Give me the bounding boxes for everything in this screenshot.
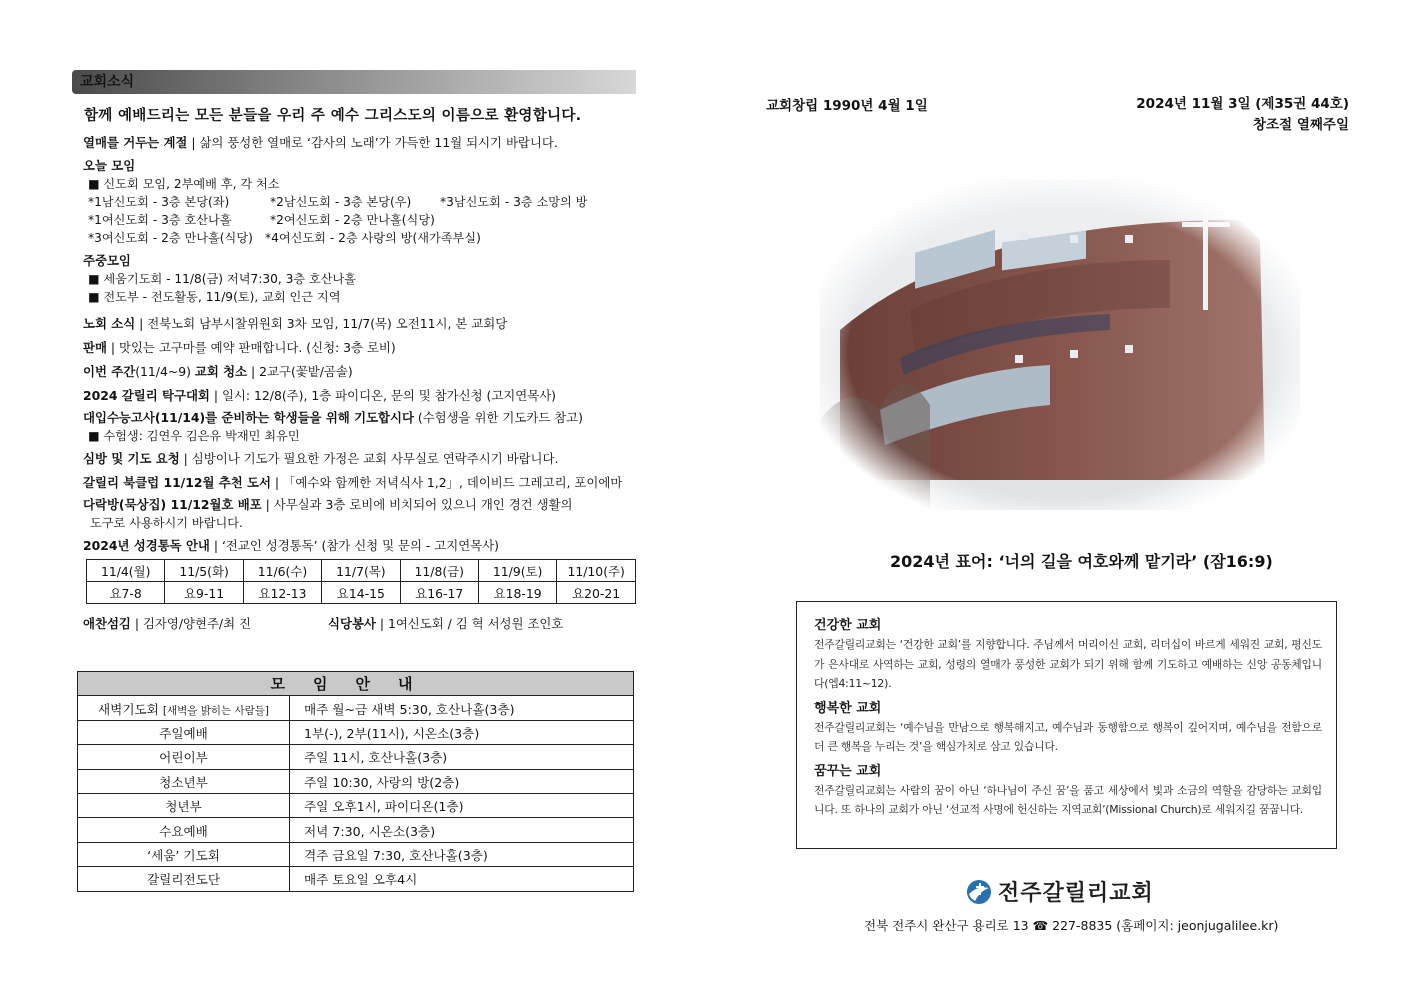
church-building-photo	[820, 180, 1300, 510]
bible-reading-table	[86, 559, 636, 604]
meeting-name: 청년부	[78, 793, 290, 817]
kitchen-heading: 식당봉사	[328, 616, 376, 631]
sale-text: | 맛있는 고구마를 예약 판매합니다. (신청: 3층 로비)	[106, 340, 396, 355]
women-group-4: *4여신도회 - 2층 사랑의 방(새가족부실)	[265, 231, 481, 245]
exam-students: ■ 수험생: 김연우 김은유 박재민 최유민	[88, 429, 300, 443]
meeting-detail: 격주 금요일 7:30, 호산나홀(3층)	[290, 842, 634, 866]
bible-reading: 요18-19	[478, 582, 556, 604]
women-group-3: *3여신도회 - 2층 만나홀(식당)	[88, 231, 253, 245]
exam-heading: 대입수능고사(11/14)를 준비하는 학생들을 위해 기도합시다	[83, 410, 414, 425]
bible-reading: 요12-13	[243, 582, 321, 604]
church-address: 전북 전주시 완산구 용리로 13 ☎ 227-8835 (홈페이지: jeonjugalilee.kr)	[864, 918, 1279, 933]
church-logo	[966, 876, 1154, 907]
issue-line: 2024년 11월 3일 (제35권 44호)	[1136, 96, 1349, 112]
meeting-detail: 저녁 7:30, 시온소(3층)	[290, 818, 634, 842]
church-news-column	[72, 70, 636, 632]
meeting-detail: 1부(-), 2부(11시), 시온소(3층)	[290, 720, 634, 744]
women-group-2: *2여신도회 - 2층 만나홀(식당)	[270, 213, 435, 227]
meeting-guide-table	[77, 671, 634, 892]
bible-date: 11/9(토)	[478, 560, 556, 582]
table-tennis-text: | 일시: 12/8(주), 1층 파이디온, 문의 및 참가신청 (고지연목사)	[209, 388, 557, 403]
founding-date: 교회창립 1990년 4월 1일	[766, 98, 928, 114]
bible-date: 11/7(목)	[322, 560, 400, 582]
section-title: 교회소식	[72, 70, 636, 94]
table-tennis-heading: 2024 갈릴리 탁구대회	[83, 388, 210, 403]
visit-notice	[83, 450, 636, 468]
meeting-row	[78, 842, 634, 866]
welcome-message: 함께 예배드리는 모든 분들을 우리 주 예수 그리스도의 이름으로 환영합니다.	[84, 108, 582, 124]
season-notice	[83, 134, 636, 152]
bible-reading: 요20-21	[557, 582, 636, 604]
cleaning-text: | 2교구(꽃밭/곰솔)	[247, 364, 353, 379]
weekday-heading: 주중모임	[83, 253, 131, 268]
service-volunteers	[83, 614, 636, 632]
bible-reading: 요14-15	[322, 582, 400, 604]
presbytery-text: | 전북노회 남부시찰위원회 3차 모임, 11/7(목) 오전11시, 본 교회당	[135, 316, 508, 331]
meeting-row	[78, 867, 634, 891]
bookclub-text: | 「예수와 함께한 저녁식사 1,2」, 데이비드 그레고리, 포이에마	[270, 475, 623, 490]
kitchen-service	[328, 614, 563, 632]
meeting-row	[78, 793, 634, 817]
cleaning-heading-2: 교회 청소	[194, 364, 248, 379]
cleaning-heading-1: 이번 주간	[83, 364, 136, 379]
visit-text: | 심방이나 기도가 필요한 가정은 교회 사무실로 연락주시기 바랍니다.	[179, 451, 559, 466]
vision-text-dreaming: 전주갈릴리교회는 사람의 꿈이 아닌 ‘하나님이 주신 꿈’을 품고 세상에서 빛과 소금의 역할을 감당하는 교회입니다. 또 하나의 교회가 아닌 ‘선교적 사명에 헌신하는 지역교회’(Missional Church)로 세워지길 꿈꿉니다.	[814, 783, 1322, 816]
today-heading: 오늘 모임	[83, 158, 136, 173]
bible-reading-row	[87, 582, 636, 604]
daraksbang-line-2: 도구로 사용하시기 바랍니다.	[90, 516, 243, 530]
vision-heading-happy: 행복한 교회	[814, 700, 882, 716]
meeting-row	[78, 745, 634, 769]
bible-date: 11/5(화)	[165, 560, 243, 582]
church-vision-box	[796, 601, 1337, 849]
bible-reading: 요9-11	[165, 582, 243, 604]
meeting-row	[78, 769, 634, 793]
meeting-name-text: 새벽기도회	[98, 701, 163, 717]
daraksbang-notice	[83, 496, 636, 532]
vision-heading-healthy: 건강한 교회	[814, 618, 882, 633]
cleaning-notice	[83, 363, 636, 381]
today-line: ■ 신도회 모임, 2부예배 후, 각 처소	[88, 177, 280, 191]
today-meetings	[83, 157, 636, 247]
presbytery-heading: 노회 소식	[83, 316, 136, 331]
bible-date-row	[87, 560, 636, 582]
vision-text-happy: 전주갈릴리교회는 ‘예수님을 만남으로 행복해지고, 예수님과 동행함으로 행복이 깊어지며, 예수님을 전함으로 더 큰 행복을 누리는 것’을 핵심가치로 삼고 있습니다.	[814, 720, 1322, 753]
bulletin-date	[1136, 94, 1349, 136]
bible-text: | ‘전교인 성경통독’ (참가 신청 및 문의 - 고지연목사)	[209, 538, 499, 553]
meeting-name: 청소년부	[78, 769, 290, 793]
weekday-line-1: ■ 세움기도회 - 11/8(금) 저녁7:30, 3층 호산나홀	[88, 272, 357, 286]
cleaning-period: (11/4~9)	[135, 364, 195, 379]
kitchen-text: | 1여신도회 / 김 혁 서성원 조인호	[375, 616, 564, 631]
season-text: | 삶의 풍성한 열매로 ‘감사의 노래’가 가득한 11월 되시기 바랍니다.	[187, 135, 558, 150]
exam-prayer-notice	[83, 409, 636, 445]
meeting-detail: 주일 오후1시, 파이디온(1층)	[290, 793, 634, 817]
vision-heading-dreaming: 꿈꾸는 교회	[814, 763, 882, 779]
meeting-name	[78, 696, 290, 720]
meeting-detail: 주일 11시, 호산나홀(3층)	[290, 745, 634, 769]
weekday-meetings	[83, 252, 636, 306]
meeting-name-sub: [새벽을 밝히는 사람들]	[162, 704, 269, 717]
flower-service	[83, 614, 328, 632]
presbytery-notice	[83, 315, 636, 333]
meeting-name: 주일예배	[78, 720, 290, 744]
men-group-3: *3남신도회 - 3층 소망의 방	[440, 195, 588, 209]
meeting-name: 어린이부	[78, 745, 290, 769]
daraksbang-heading: 다락방(묵상집) 11/12월호 배포	[83, 497, 262, 512]
sale-heading: 판매	[83, 340, 107, 355]
vision-text-healthy: 전주갈릴리교회는 ‘건강한 교회’를 지향합니다. 주님께서 머리이신 교회, 리더십이 바르게 세워진 교회, 평신도가 은사대로 사역하는 교회, 성령의 열매가 풍성한 교회가 되기 위해 함께 기도하고 예배하는 신앙 공동체입니다(엡4:11~12).	[814, 638, 1322, 690]
women-group-1: *1여신도회 - 3층 호산나홀	[88, 213, 232, 227]
bible-date: 11/10(주)	[557, 560, 636, 582]
today-row-2	[88, 211, 636, 229]
bible-date: 11/4(월)	[87, 560, 165, 582]
flower-text: | 김자영/양현주/최 진	[130, 616, 251, 631]
meeting-row	[78, 696, 634, 720]
season-heading: 열매를 거두는 계절	[83, 135, 188, 150]
meeting-guide-title: 모임안내	[78, 672, 634, 696]
bookclub-notice	[83, 474, 636, 492]
men-group-1: *1남신도회 - 3층 본당(좌)	[88, 195, 230, 209]
bible-reading: 요7-8	[87, 582, 165, 604]
meeting-detail: 매주 토요일 오후4시	[290, 867, 634, 891]
visit-heading: 심방 및 기도 요청	[83, 451, 180, 466]
yearly-motto: 2024년 표어: ‘너의 길을 여호와께 맡기라’ (잠16:9)	[890, 552, 1273, 571]
season-line: 창조절 열째주일	[1253, 117, 1349, 133]
meeting-name: 갈릴리전도단	[78, 867, 290, 891]
meeting-detail: 매주 월~금 새벽 5:30, 호산나홀(3층)	[290, 696, 634, 720]
church-logo-icon	[966, 879, 992, 905]
weekday-line-2: ■ 전도부 - 전도활동, 11/9(토), 교회 인근 지역	[88, 290, 341, 304]
daraksbang-text: | 사무실과 3층 로비에 비치되어 있으니 개인 경건 생활의	[261, 497, 573, 512]
today-row-1	[88, 193, 636, 211]
bible-reading: 요16-17	[400, 582, 478, 604]
church-name: 전주갈릴리교회	[998, 881, 1154, 906]
bible-date: 11/6(수)	[243, 560, 321, 582]
meeting-detail: 주일 10:30, 사랑의 방(2층)	[290, 769, 634, 793]
exam-text: (수험생을 위한 기도카드 참고)	[413, 410, 583, 425]
flower-heading: 애찬섬김	[83, 616, 131, 631]
bible-date: 11/8(금)	[400, 560, 478, 582]
table-tennis-notice	[83, 387, 636, 405]
meeting-row	[78, 818, 634, 842]
sale-notice	[83, 339, 636, 357]
bookclub-heading: 갈릴리 북클럽 11/12월 추천 도서	[83, 475, 271, 490]
bible-reading-notice	[83, 537, 636, 555]
men-group-2: *2남신도회 - 3층 본당(우)	[270, 195, 412, 209]
meeting-name: ‘세움’ 기도회	[78, 842, 290, 866]
today-row-3	[88, 229, 636, 247]
meeting-row	[78, 720, 634, 744]
meeting-name: 수요예배	[78, 818, 290, 842]
bible-heading: 2024년 성경통독 안내	[83, 538, 210, 553]
